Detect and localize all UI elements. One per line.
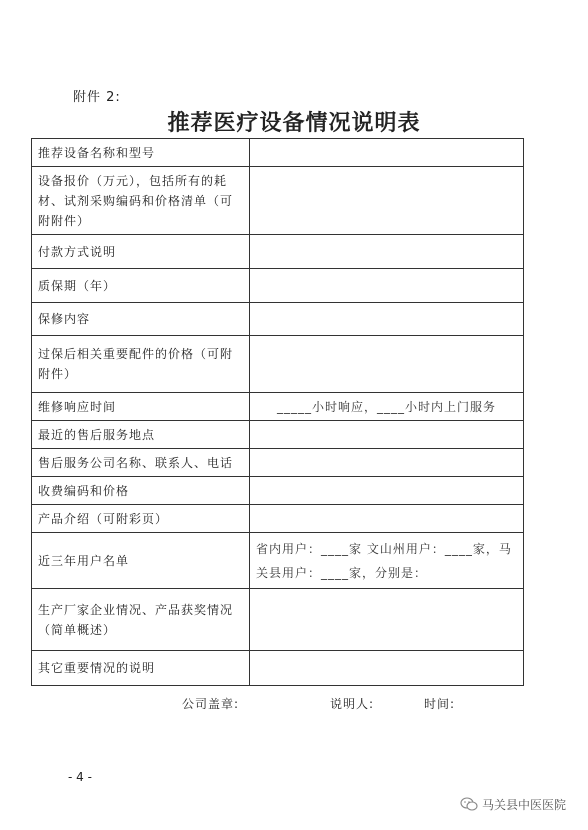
user-list-value: 省内用户：____家 文山州用户：____家，马关县用户：____家，分别是： xyxy=(250,533,524,589)
table-row xyxy=(32,269,524,303)
table-row xyxy=(32,139,524,167)
explainer-label: 说明人: xyxy=(330,697,375,711)
row-label: 其它重要情况的说明 xyxy=(32,651,250,686)
row-value xyxy=(250,139,524,167)
watermark-text: 马关县中医医院 xyxy=(482,798,567,812)
row-value xyxy=(250,505,524,533)
equipment-info-table xyxy=(31,138,524,686)
row-label: 生产厂家企业情况、产品获奖情况（简单概述） xyxy=(32,589,250,651)
table-row xyxy=(32,505,524,533)
watermark xyxy=(460,796,566,813)
row-label: 最近的售后服务地点 xyxy=(32,421,250,449)
row-value xyxy=(250,167,524,235)
table-row xyxy=(32,477,524,505)
row-label: 设备报价（万元），包括所有的耗材、试剂采购编码和价格清单（可附附件） xyxy=(32,167,250,235)
response-time-value: _____小时响应，____小时内上门服务 xyxy=(250,393,524,421)
row-value xyxy=(250,449,524,477)
table-row xyxy=(32,651,524,686)
row-value xyxy=(250,269,524,303)
row-label: 过保后相关重要配件的价格（可附附件） xyxy=(32,336,250,393)
table-row xyxy=(32,589,524,651)
row-label: 近三年用户名单 xyxy=(32,533,250,589)
time-label: 时间: xyxy=(424,697,456,711)
table-row xyxy=(32,421,524,449)
company-seal-label: 公司盖章: xyxy=(182,697,240,711)
table-row xyxy=(32,235,524,269)
row-label: 质保期（年） xyxy=(32,269,250,303)
row-label: 付款方式说明 xyxy=(32,235,250,269)
table-row xyxy=(32,449,524,477)
row-value xyxy=(250,303,524,336)
row-value xyxy=(250,477,524,505)
row-value xyxy=(250,421,524,449)
table-row xyxy=(32,336,524,393)
form-title: 推荐医疗设备情况说明表 xyxy=(167,110,421,136)
row-label: 产品介绍（可附彩页） xyxy=(32,505,250,533)
row-value xyxy=(250,651,524,686)
table-row xyxy=(32,167,524,235)
table-row xyxy=(32,533,524,589)
row-value xyxy=(250,336,524,393)
row-label: 推荐设备名称和型号 xyxy=(32,139,250,167)
row-label: 收费编码和价格 xyxy=(32,477,250,505)
row-value xyxy=(250,589,524,651)
row-label: 维修响应时间 xyxy=(32,393,250,421)
table-row xyxy=(32,303,524,336)
attachment-label: 附件 2: xyxy=(73,90,121,105)
wechat-icon xyxy=(460,797,478,812)
table-row xyxy=(32,393,524,421)
row-label: 售后服务公司名称、联系人、电话 xyxy=(32,449,250,477)
page-number: - 4 - xyxy=(68,770,92,784)
row-label: 保修内容 xyxy=(32,303,250,336)
row-value xyxy=(250,235,524,269)
